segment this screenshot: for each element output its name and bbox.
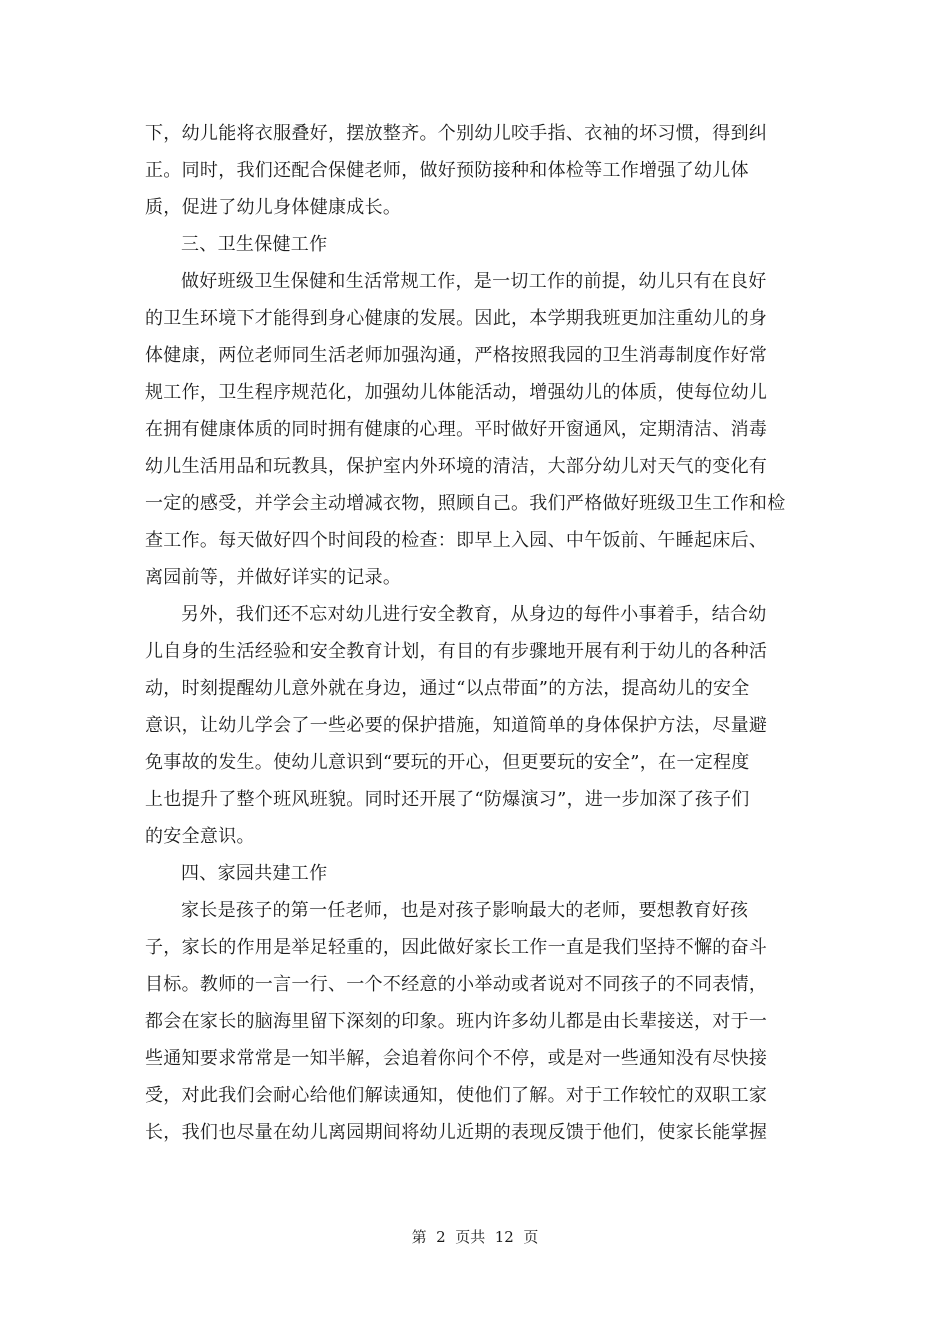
text-line: 体健康，两位老师同生活老师加强沟通，严格按照我园的卫生消毒制度作好常	[145, 345, 768, 366]
text-line: 长，我们也尽量在幼儿离园期间将幼儿近期的表现反馈于他们，使家长能掌握	[145, 1122, 768, 1143]
para-family	[145, 892, 807, 1151]
text-line: 规工作，卫生程序规范化，加强幼儿体能活动，增强幼儿的体质，使每位幼儿	[145, 382, 768, 403]
text-line: 免事故的发生。使幼儿意识到“要玩的开心，但更要玩的安全”，在一定程度	[145, 752, 750, 773]
text-line: 离园前等，并做好详实的记录。	[145, 567, 402, 588]
text-line: 的安全意识。	[145, 826, 255, 847]
text-line: 上也提升了整个班风班貌。同时还开展了“防爆演习”，进一步加深了孩子们	[145, 789, 750, 810]
text-line: 下，幼儿能将衣服叠好，摆放整齐。个别幼儿咬手指、衣袖的坏习惯，得到纠	[145, 123, 768, 144]
text-line: 家长是孩子的第一任老师，也是对孩子影响最大的老师，要想教育好孩	[181, 900, 749, 921]
text-line: 的卫生环境下才能得到身心健康的发展。因此，本学期我班更加注重幼儿的身	[145, 308, 768, 329]
text-line: 意识，让幼儿学会了一些必要的保护措施，知道简单的身体保护方法，尽量避	[145, 715, 768, 736]
para-safety	[145, 596, 807, 855]
text-line: 另外，我们还不忘对幼儿进行安全教育，从身边的每件小事着手，结合幼	[181, 604, 767, 625]
text-line: 一定的感受，并学会主动增减衣物，照顾自己。我们严格做好班级卫生工作和检	[145, 493, 786, 514]
para-continued	[145, 115, 807, 226]
text-line: 子，家长的作用是举足轻重的，因此做好家长工作一直是我们坚持不懈的奋斗	[145, 937, 768, 958]
text-line: 查工作。每天做好四个时间段的检查：即早上入园、中午饭前、午睡起床后、	[145, 530, 768, 551]
text-line: 正。同时，我们还配合保健老师，做好预防接种和体检等工作增强了幼儿体	[145, 160, 749, 181]
text-line: 在拥有健康体质的同时拥有健康的心理。平时做好开窗通风，定期清洁、消毒	[145, 419, 768, 440]
document-body	[145, 115, 807, 1151]
text-line: 儿自身的生活经验和安全教育计划，有目的有步骤地开展有利于幼儿的各种活	[145, 641, 768, 662]
text-line: 目标。教师的一言一行、一个不经意的小举动或者说对不同孩子的不同表情，	[145, 974, 768, 995]
text-line: 些通知要求常常是一知半解，会追着你问个不停，或是对一些通知没有尽快接	[145, 1048, 768, 1069]
text-line: 受，对此我们会耐心给他们解读通知，使他们了解。对于工作较忙的双职工家	[145, 1085, 768, 1106]
text-line: 动，时刻提醒幼儿意外就在身边，通过“以点带面”的方法，提高幼儿的安全	[145, 678, 750, 699]
section-heading-3	[145, 226, 807, 263]
para-hygiene	[145, 263, 807, 596]
text-line: 做好班级卫生保健和生活常规工作，是一切工作的前提，幼儿只有在良好	[181, 271, 767, 292]
text-line: 质，促进了幼儿身体健康成长。	[145, 197, 402, 218]
text-line: 都会在家长的脑海里留下深刻的印象。班内许多幼儿都是由长辈接送，对于一	[145, 1011, 768, 1032]
section-heading-4	[145, 855, 807, 892]
text-line: 幼儿生活用品和玩教具，保护室内外环境的清洁，大部分幼儿对天气的变化有	[145, 456, 768, 477]
page-footer: 第 2 页共 12 页	[411, 1228, 539, 1246]
text-line: 四、家园共建工作	[181, 863, 328, 884]
text-line: 三、卫生保健工作	[181, 234, 328, 255]
